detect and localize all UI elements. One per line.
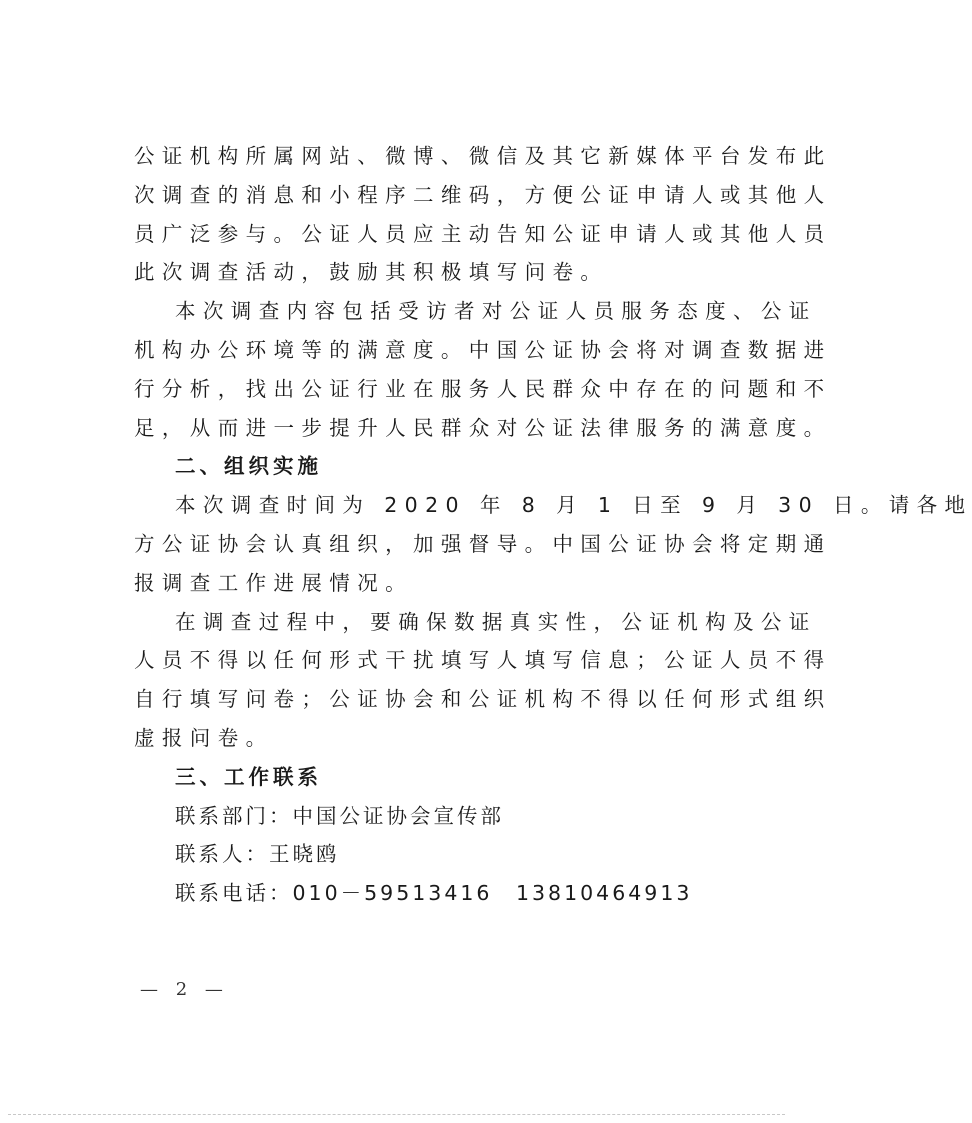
- text-line: 在调查过程中，要确保数据真实性，公证机构及公证: [175, 609, 817, 634]
- document-body: [134, 137, 972, 913]
- scan-edge-divider: [8, 1114, 785, 1115]
- text-line: 机构办公环境等的满意度。中国公证协会将对调查数据进: [134, 337, 832, 362]
- text-line: 本次调查时间为 2020 年 8 月 1 日至 9 月 30 日。请各地: [175, 493, 972, 518]
- paragraph-survey-time: [134, 486, 972, 602]
- text-line: 足，从而进一步提升人民群众对公证法律服务的满意度。: [134, 415, 832, 440]
- page-number: — 2 —: [140, 979, 229, 1000]
- text-line: 次调查的消息和小程序二维码，方便公证申请人或其他人: [134, 182, 832, 207]
- text-line: 行分析，找出公证行业在服务人民群众中存在的问题和不: [134, 376, 832, 401]
- text-line: 公证机构所属网站、微博、微信及其它新媒体平台发布此: [134, 144, 832, 168]
- contact-person: 联系人：王晓鸥: [175, 842, 340, 867]
- text-line: 此次调查活动，鼓励其积极填写问卷。: [134, 260, 609, 285]
- text-line: 员广泛参与。公证人员应主动告知公证申请人或其他人员: [134, 221, 832, 246]
- text-line: 本次调查内容包括受访者对公证人员服务态度、公证: [175, 299, 817, 324]
- paragraph-survey-content: [134, 292, 832, 447]
- text-line: 虚报问卷。: [134, 725, 274, 750]
- text-line: 报调查工作进展情况。: [134, 570, 413, 595]
- section-heading-contact: 三、工作联系: [175, 764, 322, 789]
- text-line: 自行填写问卷；公证协会和公证机构不得以任何形式组织: [134, 687, 832, 712]
- contact-department: 联系部门：中国公证协会宣传部: [175, 803, 504, 828]
- text-line: 人员不得以任何形式干扰填写人填写信息；公证人员不得: [134, 648, 832, 673]
- contact-phone: 联系电话：010－59513416 13810464913: [175, 881, 693, 906]
- paragraph-continued: [134, 137, 832, 292]
- paragraph-data-integrity: [134, 603, 832, 758]
- section-heading-organization: 二、组织实施: [175, 454, 322, 479]
- text-line: 方公证协会认真组织，加强督导。中国公证协会将定期通: [134, 531, 832, 556]
